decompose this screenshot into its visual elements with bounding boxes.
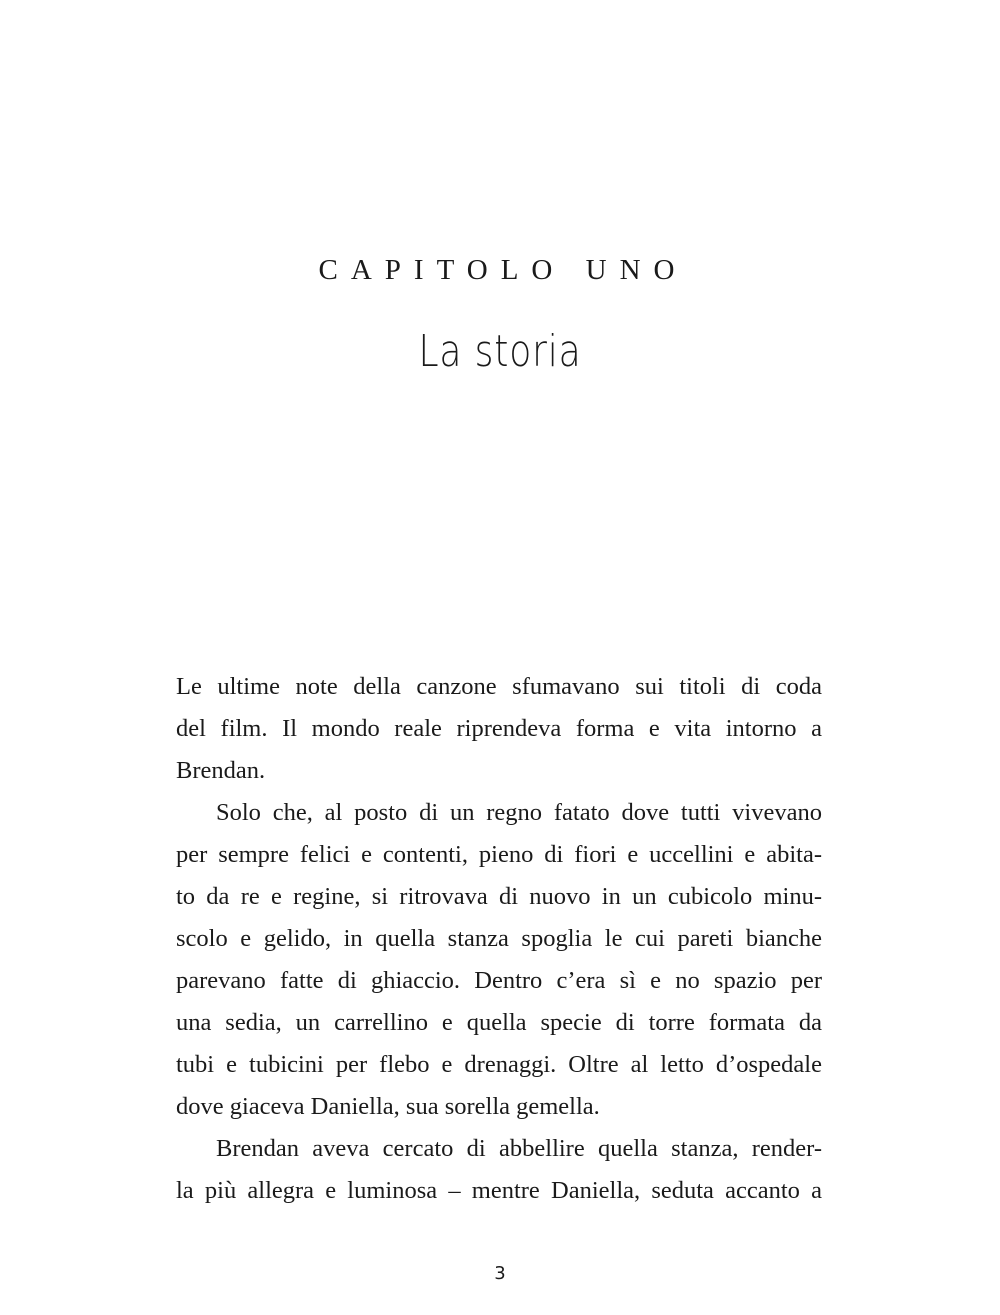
text-line: Brendan. xyxy=(176,757,266,784)
chapter-title: La storia xyxy=(418,326,582,377)
chapter-label: CAPITOLO UNO xyxy=(318,254,688,286)
body-text xyxy=(176,666,822,1212)
text-line: la più allegra e luminosa – mentre Daniella, seduta accanto a xyxy=(176,1177,822,1204)
text-line: per sempre felici e contenti, pieno di fiori e uccellini e abita- xyxy=(176,841,822,868)
text-line: dove giaceva Daniella, sua sorella gemella. xyxy=(176,1093,600,1120)
text-line: Solo che, al posto di un regno fatato dove tutti vivevano xyxy=(216,799,822,826)
text-line: scolo e gelido, in quella stanza spoglia le cui pareti bianche xyxy=(176,925,822,952)
paragraph-2 xyxy=(176,792,822,1128)
paragraph-3 xyxy=(176,1128,822,1212)
text-line: del film. Il mondo reale riprendeva forma e vita intorno a xyxy=(176,715,822,742)
paragraph-1 xyxy=(176,666,822,792)
text-line: Le ultime note della canzone sfumavano sui titoli di coda xyxy=(176,673,822,700)
text-line: to da re e regine, si ritrovava di nuovo in un cubicolo minu- xyxy=(176,883,822,910)
text-line: tubi e tubicini per flebo e drenaggi. Oltre al letto d’ospedale xyxy=(176,1051,822,1078)
page-number: 3 xyxy=(494,1263,506,1284)
text-line: parevano fatte di ghiaccio. Dentro c’era sì e no spazio per xyxy=(176,967,822,994)
text-line: Brendan aveva cercato di abbellire quella stanza, render- xyxy=(216,1135,822,1162)
text-line: una sedia, un carrellino e quella specie di torre formata da xyxy=(176,1009,822,1036)
